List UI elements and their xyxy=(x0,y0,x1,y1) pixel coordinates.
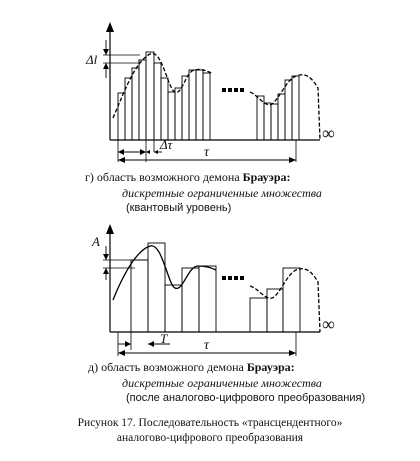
panel-d-sample-bars xyxy=(131,243,300,332)
panel-d-analog-curve xyxy=(113,246,216,300)
figure-caption-line1: Рисунок 17. Последовательность «трансцендентного» xyxy=(77,417,343,429)
panel-d-caption xyxy=(88,360,295,375)
panel-g-dt-small-left xyxy=(146,150,150,154)
panel-d-caption-prefix: д) область возможного демона xyxy=(88,360,247,374)
panel-g-caption-name: Брауэра: xyxy=(242,170,291,184)
panel-g-caption xyxy=(85,170,291,185)
panel-d-a-arrowhead-up xyxy=(103,268,109,274)
panel-d-caption-name: Брауэра: xyxy=(246,360,295,374)
panel-g-delta-l-arrowhead-down xyxy=(103,49,109,55)
figure-caption-line2: аналогово-цифрового преобразования xyxy=(116,432,304,444)
panel-d-caption-line3: (после аналогово-цифрового преобразования) xyxy=(126,392,366,404)
panel-g-tau-arrowhead-left xyxy=(118,157,125,163)
panel-g-quant-bars-left xyxy=(118,52,210,140)
panel-d-tau-arrowhead-right xyxy=(289,350,296,356)
panel-g-quant-bars-right xyxy=(257,76,299,140)
panel-g-y-axis-arrow xyxy=(106,22,114,32)
panel-g-dt-arrowhead-left xyxy=(118,149,124,155)
panel-g-infinity-label: ∞ xyxy=(322,123,335,143)
panel-g-caption-line2: дискретные ограниченные множества xyxy=(122,186,322,200)
panel-d-y-axis-arrow xyxy=(106,224,114,234)
panel-g-caption-line3: (квантовый уровень) xyxy=(126,202,232,214)
panel-g-dt-small-right xyxy=(154,150,158,154)
panel-d-caption-line2: дискретные ограниченные множества xyxy=(122,376,322,390)
panel-g-ellipsis xyxy=(222,88,244,92)
panel-d-t-arrowhead xyxy=(125,341,131,347)
panel-d-a-label: A xyxy=(92,234,100,249)
panel-d-ellipsis xyxy=(222,276,244,280)
panel-g-delta-tau-label: Δτ xyxy=(160,137,173,152)
panel-d-t-arrowhead-2 xyxy=(148,341,154,347)
panel-d-analog-curve-dashed xyxy=(250,269,320,332)
panel-d-tau-arrowhead-left xyxy=(118,350,125,356)
panel-d-infinity-label: ∞ xyxy=(322,314,335,334)
panel-g-delta-l-arrowhead-up xyxy=(103,63,109,69)
panel-d-a-arrowhead-down xyxy=(103,254,109,260)
panel-d-tau-label: τ xyxy=(204,338,210,353)
panel-g-tau-arrowhead-right xyxy=(289,157,296,163)
panel-g-tau-label: τ xyxy=(204,145,210,160)
panel-g-dt-arrowhead-right xyxy=(140,149,146,155)
panel-g-delta-l-label: Δl xyxy=(86,52,98,67)
panel-g-caption-prefix: г) область возможного демона xyxy=(85,170,243,184)
panel-d-t-label: T xyxy=(160,331,168,346)
